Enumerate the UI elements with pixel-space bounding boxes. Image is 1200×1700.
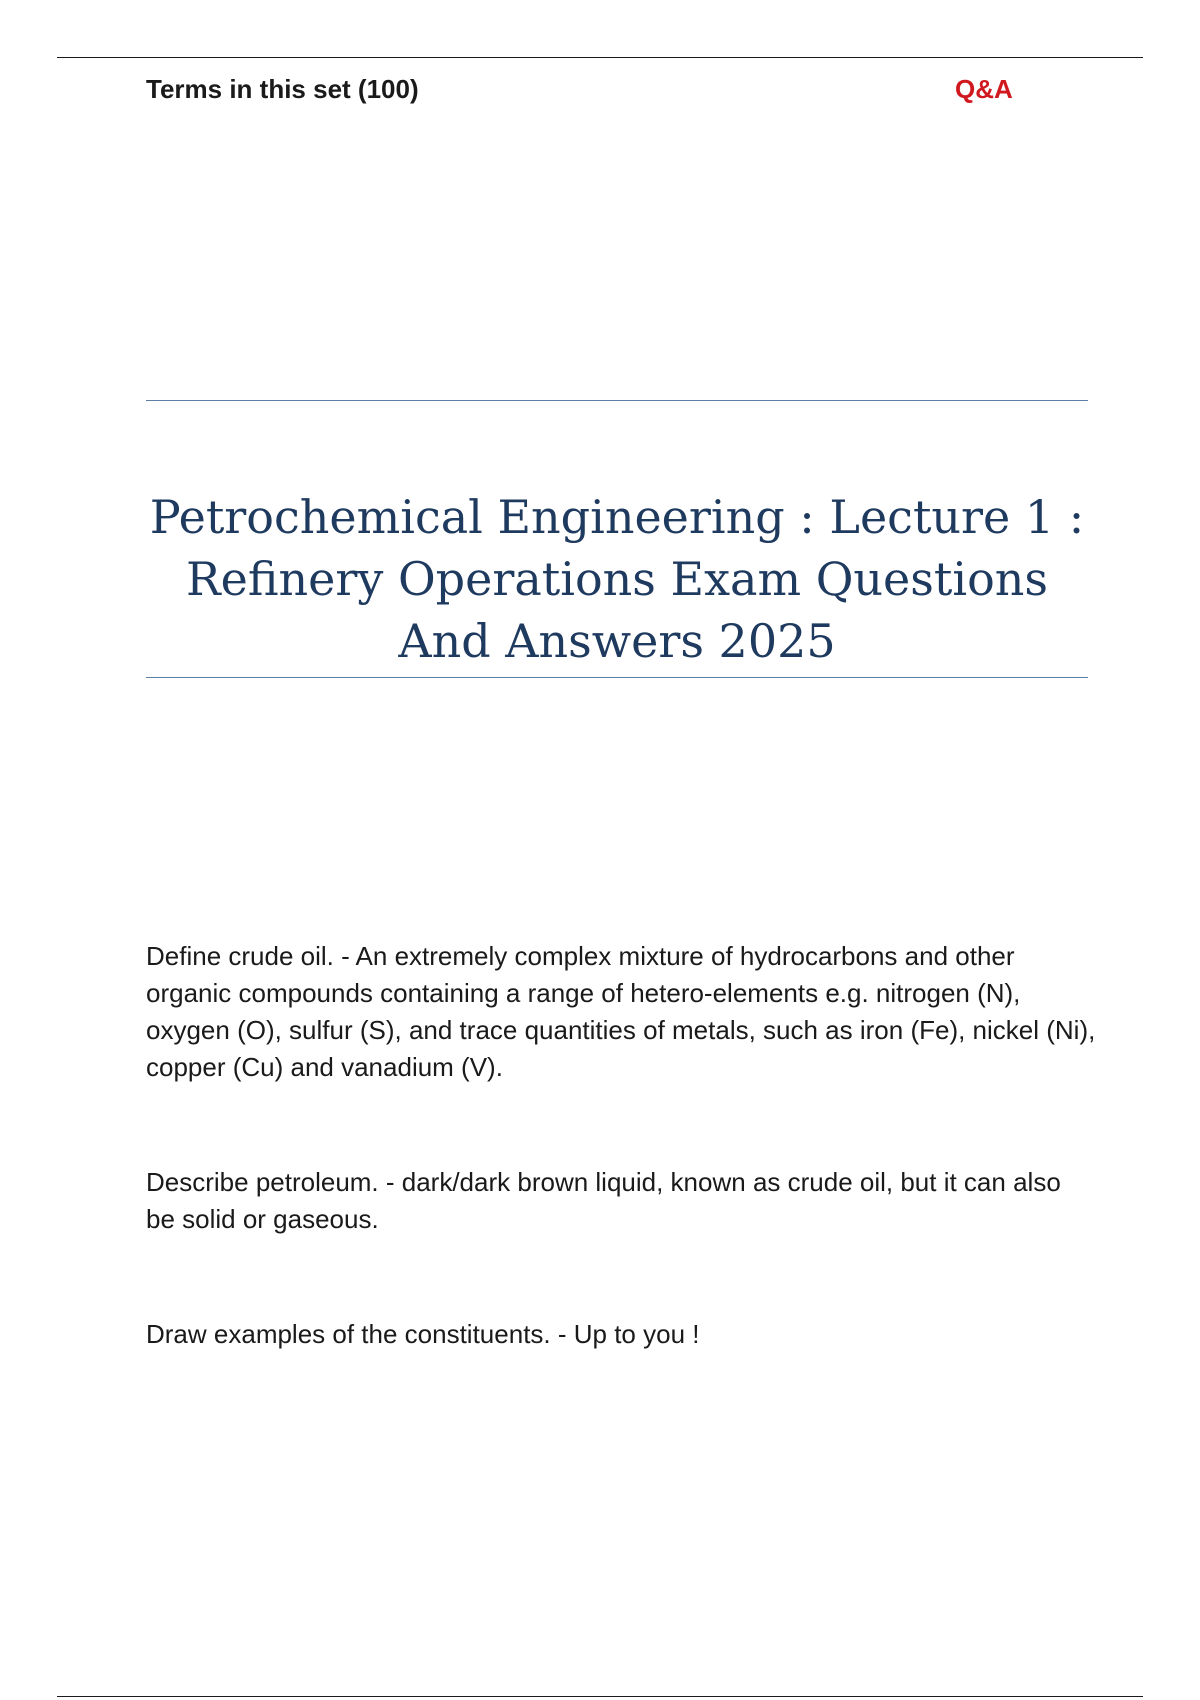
title-top-rule bbox=[146, 400, 1088, 401]
qa-item-petroleum: Describe petroleum. - dark/dark brown liquid, known as crude oil, but it can also be solid or gaseous. bbox=[146, 1167, 1061, 1234]
terms-count-label: Terms in this set (100) bbox=[146, 74, 419, 104]
top-divider bbox=[57, 57, 1143, 58]
document-title: Petrochemical Engineering : Lecture 1 : Refinery Operations Exam Questions And Answers 2025 bbox=[149, 490, 1085, 668]
qa-badge: Q&A bbox=[955, 74, 1013, 104]
qa-item-crude-oil: Define crude oil. - An extremely complex mixture of hydrocarbons and other organic compounds containing a range of hetero-elements e.g. nitrogen (N), oxygen (O), sulfur (S), and trace quantities of metals, such as iron (Fe), nickel (Ni), copper (Cu) and vanadium (V). bbox=[146, 941, 1096, 1082]
title-bottom-rule bbox=[146, 677, 1088, 678]
bottom-divider bbox=[57, 1696, 1143, 1697]
qa-item-constituents: Draw examples of the constituents. - Up to you ! bbox=[146, 1319, 700, 1349]
